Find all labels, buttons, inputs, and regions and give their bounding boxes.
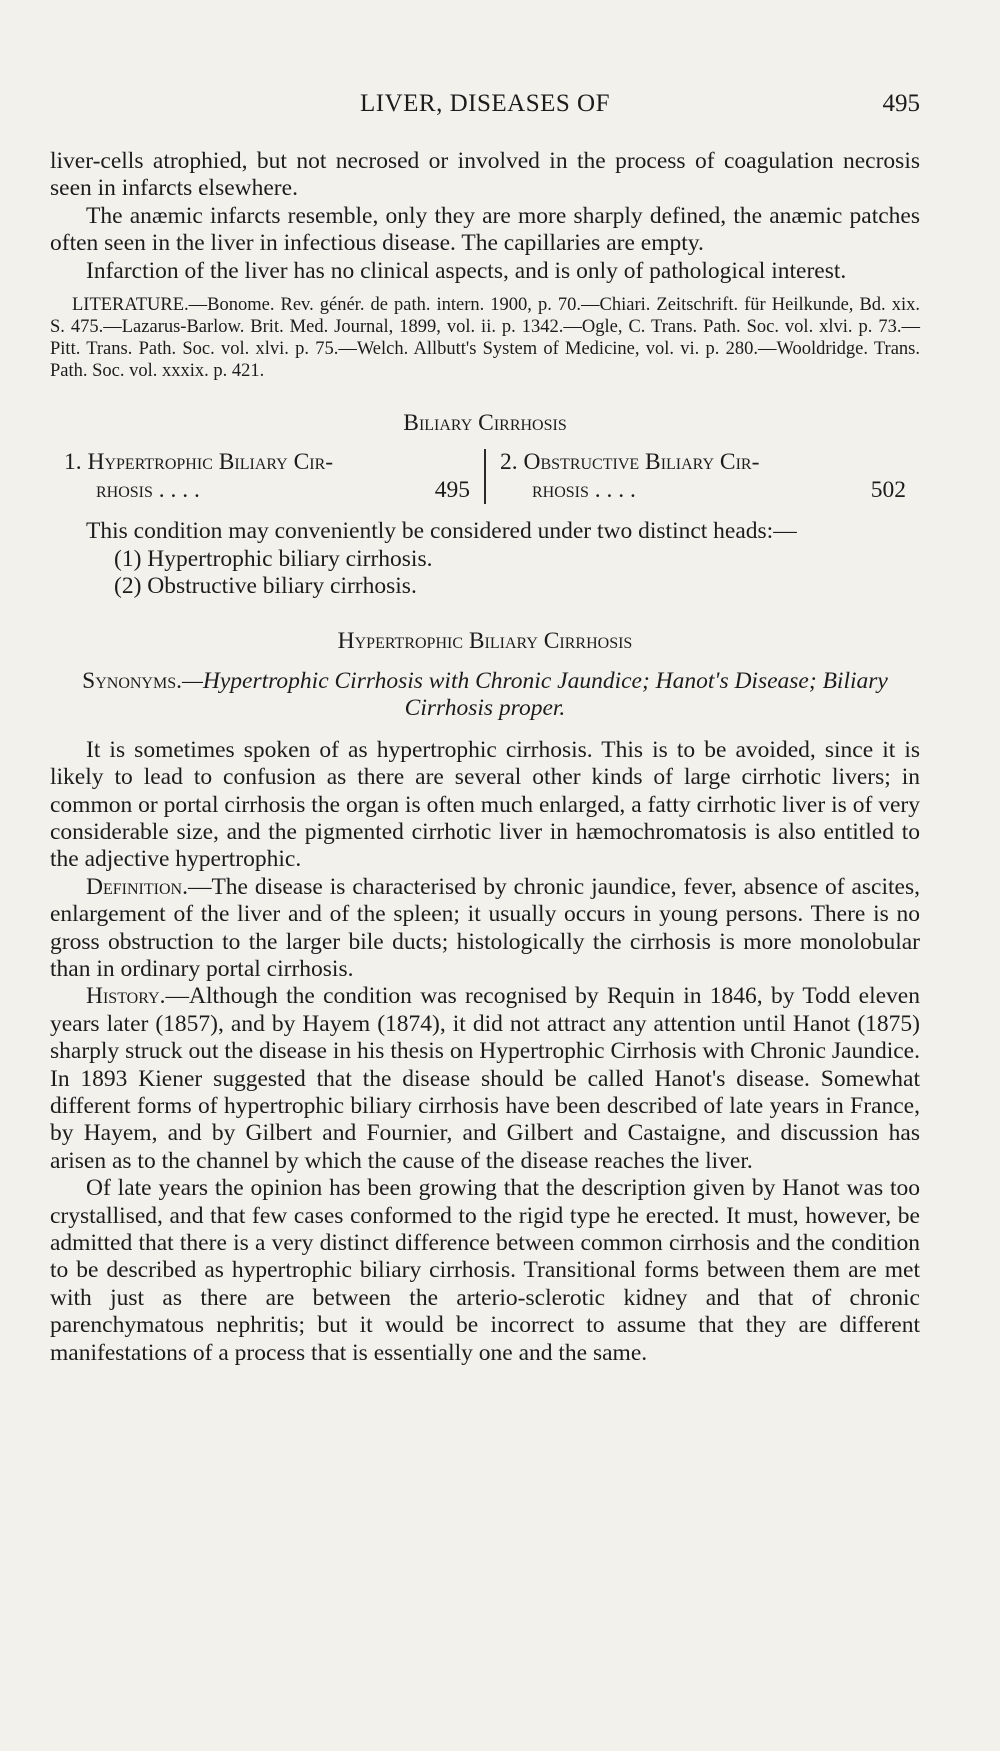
running-title: LIVER, DISEASES OF	[360, 90, 610, 117]
definition-label: Definition.	[86, 873, 188, 900]
paragraph: The anæmic infarcts resemble, only they are more sharply defined, the anæmic patches often seen in the liver in infectious disease. The capillaries are empty.	[50, 202, 920, 257]
contents-entry-continuation: rhosis . . . .	[532, 476, 636, 503]
page-body	[50, 148, 920, 1367]
section-heading: Biliary Cirrhosis	[403, 410, 567, 437]
literature-references	[50, 294, 920, 382]
contents-entry-title: 2. Obstructive Biliary Cir-	[500, 449, 760, 476]
running-header	[50, 90, 920, 122]
contents-entry-continuation: rhosis . . . .	[96, 476, 200, 503]
paragraph: It is sometimes spoken of as hypertrophic cirrhosis. This is to be avoided, since it is likely to lead to confusion as there are several other kinds of large cirrhotic livers; in common or portal cirrhosis the organ is often much enlarged, a fatty cirrhotic liver is of very considerable size, and the pigmented cirrhotic liver in hæmochromatosis is also entitled to the adjective hypertrophic.	[50, 736, 920, 873]
history-text: —Although the condition was recognised by Requin in 1846, by Todd eleven years later (1857), and by Hayem (1874), it did not attract any attention until Hanot (1875) sharply struck out the disease in his thesis on Hypertrophic Cirrhosis with Chronic Jaundice. In 1893 Kiener suggested that the disease should be called Hanot's disease. Somewhat different forms of hypertrophic biliary cirrhosis have been described of late years in France, by Hayem, and by Gilbert and Fournier, and Gilbert and Castaigne, and discussion has arisen as to the channel by which the cause of the disease reaches the liver.	[50, 983, 920, 1174]
definition-text: —The disease is characterised by chronic jaundice, fever, absence of ascites, enlargement of the liver and of the spleen; it usually occurs in young persons. There is no gross obstruction to the larger bile ducts; histologically the cirrhosis is more monolobular than in ordinary portal cirrhosis.	[50, 873, 920, 982]
page-number: 495	[882, 90, 920, 117]
synonyms-label: Synonyms.	[82, 667, 182, 694]
contents-entry-page: 502	[870, 476, 906, 503]
list-item: (2) Obstructive biliary cirrhosis.	[114, 573, 417, 600]
contents-entry	[50, 449, 484, 504]
heads-list	[50, 546, 920, 601]
contents-entry-title: 1. Hypertrophic Biliary Cir-	[64, 449, 334, 476]
definition-paragraph	[50, 874, 920, 984]
literature-label: LITERATURE.	[72, 295, 189, 316]
history-label: History.	[86, 983, 166, 1010]
paragraph: liver-cells atrophied, but not necrosed or involved in the process of coagulation necrosis seen in infarcts elsewhere.	[50, 148, 920, 202]
section-contents	[50, 449, 920, 504]
contents-entry	[484, 449, 920, 504]
paragraph: Infarction of the liver has no clinical aspects, and is only of pathological interest.	[86, 257, 847, 284]
paragraph: Of late years the opinion has been growing that the description given by Hanot was too crystallised, and that few cases conformed to the rigid type he erected. It must, however, be admitted that there is a very distinct difference between common cirrhosis and the condition to be described as hypertrophic biliary cirrhosis. Transitional forms between them are met with just as there are between the arterio-sclerotic kidney and that of chronic parenchymatous nephritis; but it would be incorrect to assume that they are different manifestations of a process that is essentially one and the same.	[50, 1175, 920, 1366]
literature-text: —Bonome. Rev. génér. de path. intern. 1900, p. 70.—Chiari. Zeitschrift. für Heilkunde, Bd. xix. S. 475.—Lazarus-Barlow. Brit. Med. Journal, 1899, vol. ii. p. 1342.—Ogle, C. Trans. Path. Soc. vol. xlvi. p. 73.—Pitt. Trans. Path. Soc. vol. xlvi. p. 75.—Welch. Allbutt's System of Medicine, vol. vi. p. 280.—Wooldridge. Trans. Path. Soc. vol. xxxix. p. 421.	[50, 295, 920, 382]
history-paragraph	[50, 983, 920, 1175]
paragraph: This condition may conveniently be considered under two distinct heads:—	[86, 518, 797, 545]
subsection-heading: Hypertrophic Biliary Cirrhosis	[337, 628, 633, 655]
synonyms	[50, 668, 920, 723]
synonyms-text: —Hypertrophic Cirrhosis with Chronic Jaundice; Hanot's Disease; Biliary Cirrhosis proper.	[181, 667, 888, 722]
list-item: (1) Hypertrophic biliary cirrhosis.	[114, 545, 433, 572]
contents-entry-page: 495	[434, 476, 470, 503]
